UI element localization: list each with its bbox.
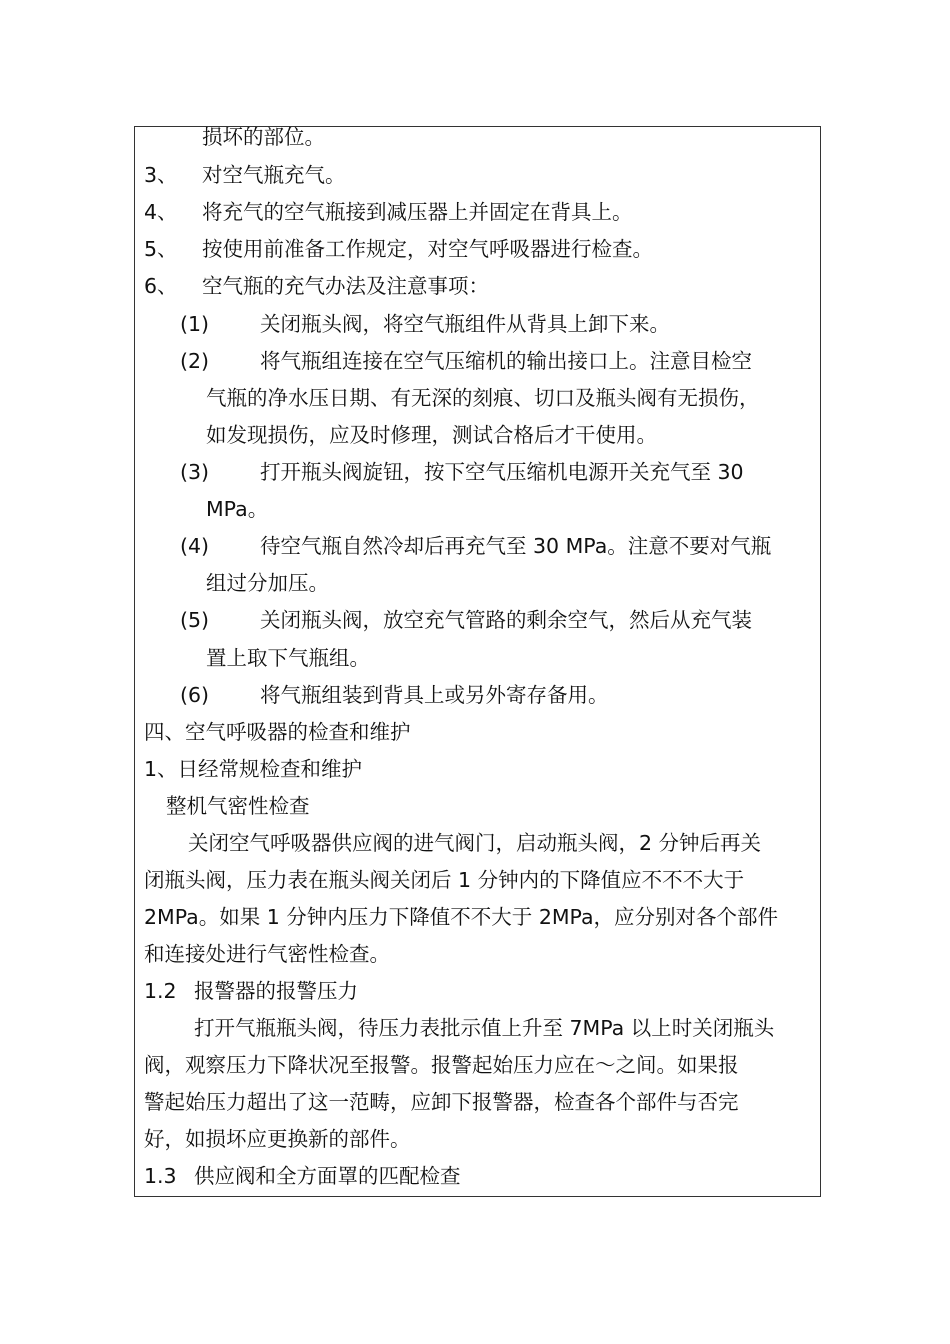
item-number: (6) xyxy=(180,683,210,707)
text-line xyxy=(202,123,325,151)
line-text: 置上取下气瓶组。 xyxy=(206,646,370,670)
item-number: (5) xyxy=(180,608,210,632)
subsection-heading xyxy=(166,792,310,820)
line-text: 关闭瓶头阀，将空气瓶组件从背具上卸下来。 xyxy=(260,312,670,336)
item-number: (2) xyxy=(180,349,210,373)
line-text: 待空气瓶自然冷却后再充气至 30 MPa。注意不要对气瓶 xyxy=(260,534,772,558)
paragraph-line xyxy=(144,940,390,968)
line-text: 组过分加压。 xyxy=(206,571,329,595)
line-text: 和连接处进行气密性检查。 xyxy=(144,942,390,966)
paragraph-line xyxy=(188,829,761,857)
item-number: 5、 xyxy=(144,237,178,261)
line-text: 按使用前准备工作规定，对空气呼吸器进行检查。 xyxy=(202,237,653,261)
line-text: 损坏的部位。 xyxy=(202,125,325,149)
item-number: 1.2 xyxy=(144,979,177,1003)
paragraph-line xyxy=(194,1014,774,1042)
line-text: 阀，观察压力下降状况至报警。报警起始压力应在～之间。如果报 xyxy=(144,1053,739,1077)
sub-item xyxy=(180,458,744,486)
subsection-heading xyxy=(144,755,362,783)
paragraph-line xyxy=(144,866,744,894)
sub-item xyxy=(180,310,670,338)
line-text: 供应阀和全方面罩的匹配检查 xyxy=(194,1164,461,1188)
text-line xyxy=(206,384,760,412)
list-item xyxy=(144,198,633,226)
item-number: 4、 xyxy=(144,200,178,224)
paragraph-line xyxy=(144,903,778,931)
line-text: 打开瓶头阀旋钮，按下空气压缩机电源开关充气至 30 xyxy=(260,460,744,484)
line-text: 1、日经常规检查和维护 xyxy=(144,757,363,781)
sub-item xyxy=(180,606,752,634)
item-number: (1) xyxy=(180,312,210,336)
line-text: 将气瓶组装到背具上或另外寄存备用。 xyxy=(260,683,609,707)
text-line xyxy=(206,569,329,597)
line-text: 好，如损坏应更换新的部件。 xyxy=(144,1127,411,1151)
text-line xyxy=(206,644,370,672)
paragraph-line xyxy=(144,1125,411,1153)
list-item xyxy=(144,272,489,300)
line-text: 将充气的空气瓶接到减压器上并固定在背具上。 xyxy=(202,200,633,224)
paragraph-line xyxy=(144,1088,739,1116)
line-text: 空气瓶的充气办法及注意事项： xyxy=(202,274,489,298)
line-text: 警起始压力超出了这一范畴，应卸下报警器，检查各个部件与否完 xyxy=(144,1090,739,1114)
line-text: 整机气密性检查 xyxy=(166,794,310,818)
sub-item xyxy=(180,532,771,560)
sub-item xyxy=(180,681,609,709)
text-line xyxy=(206,495,268,523)
sub-item xyxy=(180,347,752,375)
item-number: 1.3 xyxy=(144,1164,177,1188)
line-text: 将气瓶组连接在空气压缩机的输出接口上。注意目检空 xyxy=(260,349,752,373)
item-number: 6、 xyxy=(144,274,178,298)
line-text: 关闭空气呼吸器供应阀的进气阀门，启动瓶头阀，2 分钟后再关 xyxy=(188,831,762,855)
item-number: 3、 xyxy=(144,163,178,187)
line-text: MPa。 xyxy=(206,497,269,521)
line-text: 报警器的报警压力 xyxy=(194,979,358,1003)
line-text: 气瓶的净水压日期、有无深的刻痕、切口及瓶头阀有无损伤， xyxy=(206,386,760,410)
line-text: 如发现损伤，应及时修理，测试合格后才干使用。 xyxy=(206,423,657,447)
line-text: 打开气瓶瓶头阀，待压力表批示值上升至 7MPa 以上时关闭瓶头 xyxy=(194,1016,775,1040)
line-text: 关闭瓶头阀，放空充气管路的剩余空气，然后从充气装 xyxy=(260,608,752,632)
line-text: 对空气瓶充气。 xyxy=(202,163,346,187)
list-item xyxy=(144,161,346,189)
item-number: (4) xyxy=(180,534,210,558)
line-text: 四、空气呼吸器的检查和维护 xyxy=(144,720,411,744)
line-text: 闭瓶头阀，压力表在瓶头阀关闭后 1 分钟内的下降值应不不不大于 xyxy=(144,868,745,892)
text-line xyxy=(206,421,657,449)
paragraph-line xyxy=(144,1051,739,1079)
line-text: 2MPa。如果 1 分钟内压力下降值不不大于 2MPa，应分别对各个部件 xyxy=(144,905,779,929)
item-number: (3) xyxy=(180,460,210,484)
section-heading xyxy=(144,718,411,746)
subsection-heading xyxy=(144,977,358,1005)
subsection-heading xyxy=(144,1162,461,1190)
list-item xyxy=(144,235,653,263)
